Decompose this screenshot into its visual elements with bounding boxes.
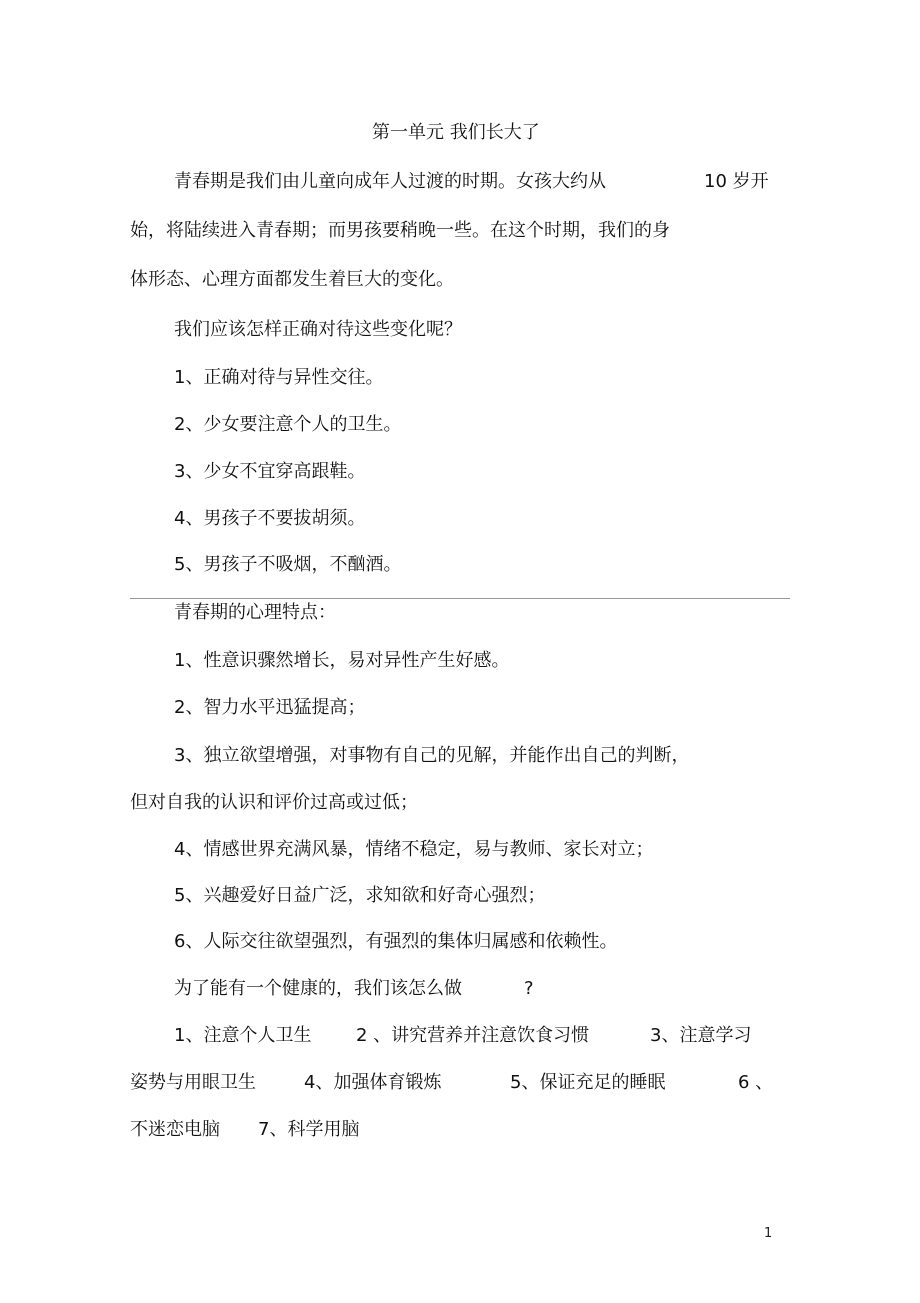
- trait-item: 3、独立欲望增强，对事物有自己的见解，并能作出自己的判断，: [174, 745, 690, 766]
- answer-item: 2、少女要注意个人的卫生。: [174, 414, 402, 435]
- trait-item-continued: 但对自我的认识和评价过高或过低；: [130, 792, 418, 813]
- page-number: 1: [764, 1226, 773, 1241]
- question-changes: 我们应该怎样正确对待这些变化呢？: [174, 319, 462, 340]
- health-tip: 3、注意学习: [650, 1025, 752, 1046]
- answer-item: 1、正确对待与异性交往。: [174, 367, 384, 388]
- intro-line-3: 体形态、心理方面都发生着巨大的变化。: [130, 269, 454, 290]
- answer-item: 4、男孩子不要拔胡须。: [174, 508, 366, 529]
- intro-line-1b: 10 岁开: [704, 171, 769, 192]
- health-tip: 6 、: [738, 1072, 774, 1093]
- question-health: 为了能有一个健康的，我们该怎么做: [174, 978, 462, 999]
- health-tip-continued: 不迷恋电脑: [130, 1119, 220, 1140]
- question-mark: ?: [524, 978, 534, 999]
- trait-item: 6、人际交往欲望强烈，有强烈的集体归属感和依赖性。: [174, 931, 618, 952]
- trait-item: 2、智力水平迅猛提高；: [174, 697, 366, 718]
- trait-item: 5、兴趣爱好日益广泛，求知欲和好奇心强烈；: [174, 885, 546, 906]
- intro-line-1a: 青春期是我们由儿童向成年人过渡的时期。女孩大约从: [174, 171, 606, 192]
- health-tip: 4、加强体育锻炼: [304, 1072, 442, 1093]
- trait-item: 1、性意识骤然增长，易对异性产生好感。: [174, 650, 510, 671]
- trait-item: 4、情感世界充满风暴，情绪不稳定，易与教师、家长对立；: [174, 839, 654, 860]
- page-title: 第一单元 我们长大了: [372, 122, 540, 143]
- section-heading-psychology: 青春期的心理特点：: [174, 602, 336, 623]
- answer-item: 3、少女不宜穿高跟鞋。: [174, 461, 366, 482]
- health-tip-continued: 姿势与用眼卫生: [130, 1072, 256, 1093]
- section-divider: [130, 598, 790, 599]
- intro-line-2: 始，将陆续进入青春期；而男孩要稍晚一些。在这个时期，我们的身: [130, 220, 670, 241]
- health-tip: 1、注意个人卫生: [174, 1025, 312, 1046]
- health-tip: 2 、讲究营养并注意饮食习惯: [356, 1025, 590, 1046]
- answer-item: 5、男孩子不吸烟，不酗酒。: [174, 554, 402, 575]
- health-tip: 7、科学用脑: [258, 1119, 360, 1140]
- health-tip: 5、保证充足的睡眠: [510, 1072, 666, 1093]
